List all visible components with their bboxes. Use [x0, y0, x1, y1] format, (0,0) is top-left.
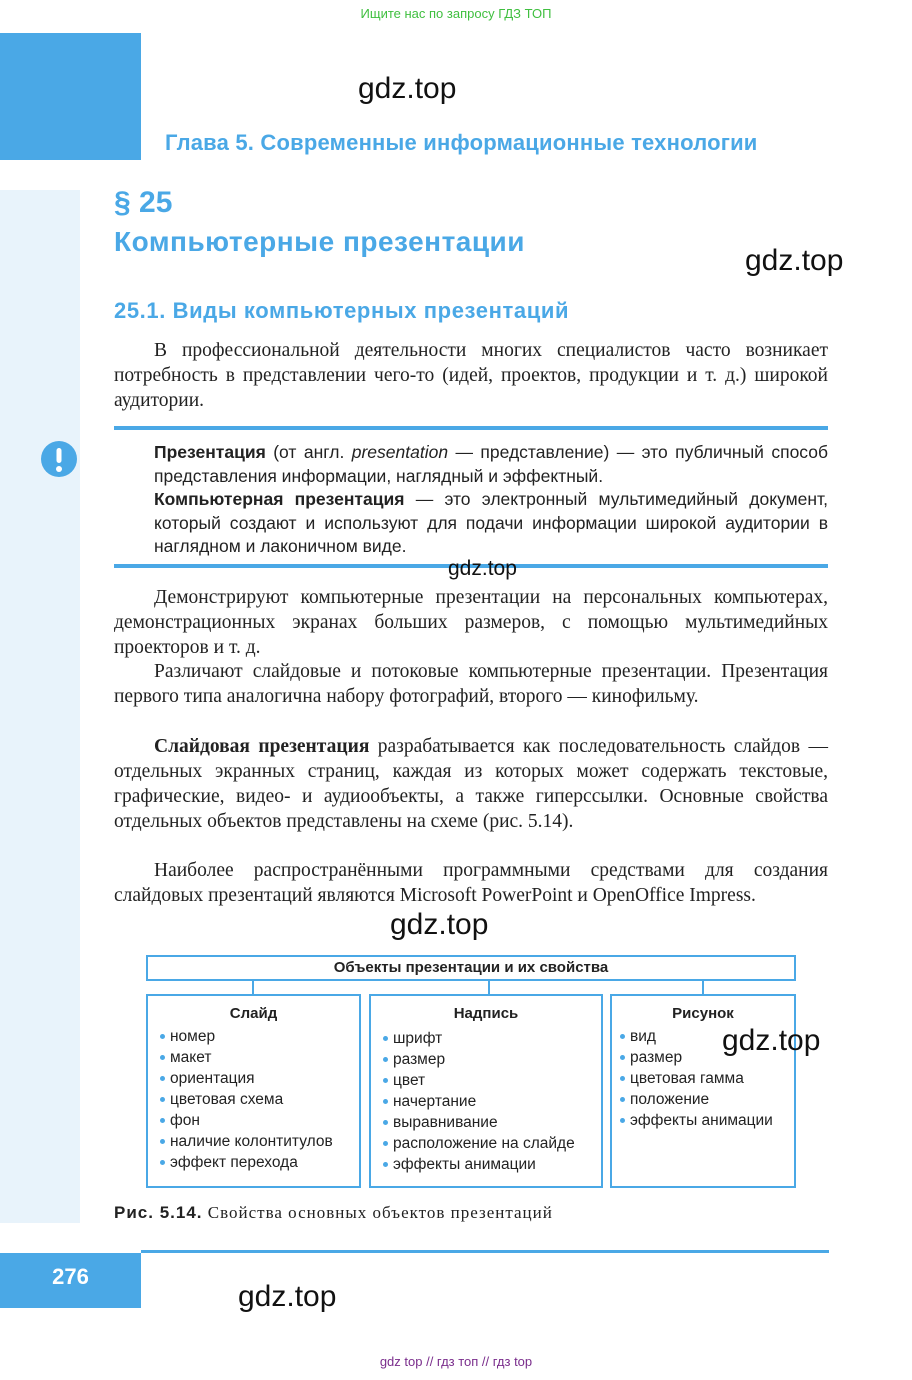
- page-number: 276: [52, 1264, 89, 1289]
- box-title: Надпись: [453, 1005, 519, 1022]
- caption-text: Свойства основных объектов презентаций: [202, 1203, 553, 1222]
- term-slide-presentation: Слайдовая презентация: [154, 736, 370, 757]
- definition-presentation: [154, 441, 828, 488]
- paragraph-title: Компьютерные презентации: [114, 226, 525, 257]
- list-item: наличие колонтитулов: [160, 1131, 359, 1152]
- list-item: эффекты анимации: [620, 1110, 794, 1131]
- list-item: эффекты анимации: [383, 1154, 601, 1175]
- definition-computer-presentation: [154, 488, 828, 559]
- connector: [702, 979, 704, 994]
- property-list: [160, 1026, 359, 1173]
- watermark: gdz.top: [238, 1280, 337, 1313]
- list-item: начертание: [383, 1091, 601, 1112]
- list-item: размер: [620, 1047, 794, 1068]
- list-item: номер: [160, 1026, 359, 1047]
- watermark: gdz.top: [722, 1024, 821, 1057]
- list-item: макет: [160, 1047, 359, 1068]
- diagram-title: Объекты презентации и их свойства: [333, 959, 609, 976]
- property-list: [383, 1028, 601, 1175]
- term-presentation: Презентация: [154, 442, 266, 462]
- def-english: presentation: [351, 442, 449, 462]
- list-item: выравнивание: [383, 1112, 601, 1133]
- list-item: цветовая гамма: [620, 1068, 794, 1089]
- paragraph-4: Наиболее распространёнными программными средствами для создания слайдовых презентаций являются Microsoft PowerPoint и OpenOffice Impress.: [114, 860, 828, 906]
- list-item: цвет: [383, 1070, 601, 1091]
- box-title: Рисунок: [672, 1005, 734, 1022]
- diagram-title-box: [146, 955, 796, 981]
- definitions-block: [154, 441, 828, 559]
- def-text: (от англ.: [265, 442, 352, 462]
- connector: [252, 979, 254, 994]
- list-item: расположение на слайде: [383, 1133, 601, 1154]
- watermark: gdz.top: [390, 908, 489, 941]
- bottom-watermark: gdz top // гдз топ // гдз top: [379, 1354, 533, 1369]
- list-item: шрифт: [383, 1028, 601, 1049]
- diagram-box-slide: [146, 994, 361, 1188]
- list-item: положение: [620, 1089, 794, 1110]
- side-strip: [0, 190, 80, 1223]
- paragraph-3: [114, 734, 828, 834]
- term-computer-presentation: Компьютерная презентация: [154, 489, 405, 509]
- exclamation-icon: [41, 441, 77, 477]
- def-text: — представление) — это публичный способ представления информации, наглядный и эффектный.: [154, 442, 829, 486]
- diagram-box-caption: [369, 994, 603, 1188]
- watermark: gdz.top: [745, 244, 844, 277]
- list-item: размер: [383, 1049, 601, 1070]
- list-item: фон: [160, 1110, 359, 1131]
- bottom-rule: [141, 1250, 829, 1253]
- caption-label: Рис. 5.14.: [114, 1203, 203, 1222]
- watermark: gdz.top: [448, 557, 517, 580]
- paragraph-number: § 25: [114, 186, 173, 219]
- list-item: эффект перехода: [160, 1152, 359, 1173]
- top-banner: Ищите нас по запросу ГДЗ ТОП: [360, 6, 552, 21]
- intro-paragraph: В профессиональной деятельности многих специалистов часто возникает потребность в представлении чего-то (идей, проектов, продукции и т. д.) широкой аудитории.: [114, 340, 828, 411]
- box-title: Слайд: [229, 1005, 278, 1022]
- section-title: 25.1. Виды компьютерных презентаций: [114, 298, 570, 323]
- figure-caption: [114, 1203, 553, 1223]
- definition-top-rule: [114, 426, 828, 430]
- list-item: цветовая схема: [160, 1089, 359, 1110]
- connector: [488, 979, 490, 994]
- def-text: — это электронный мультимедийный документ, который создают и используют для подачи информации широкой аудитории в наглядном и лаконичном виде.: [154, 489, 828, 556]
- paragraph-3-text: разрабатывается как последовательность слайдов — отдельных экранных страниц, каждая из которых может содержать текстовые, графические, видео- и аудиообъекты, а также гиперссылки. Основные свойства отдельных объектов представлены на схеме (рис. 5.14).: [114, 736, 828, 832]
- paragraph-1: Демонстрируют компьютерные презентации на персональных компьютерах, демонстрационных экранах больших размеров, с помощью мультимедийных проекторов и т. д.: [114, 587, 828, 658]
- watermark: gdz.top: [358, 72, 457, 105]
- header-blue-block: [0, 33, 141, 160]
- list-item: ориентация: [160, 1068, 359, 1089]
- list-item: вид: [620, 1026, 794, 1047]
- paragraph-2: Различают слайдовые и потоковые компьютерные презентации. Презентация первого типа аналогична набору фотографий, второго — кинофильму.: [114, 661, 828, 707]
- chapter-title: Глава 5. Современные информационные технологии: [165, 130, 758, 155]
